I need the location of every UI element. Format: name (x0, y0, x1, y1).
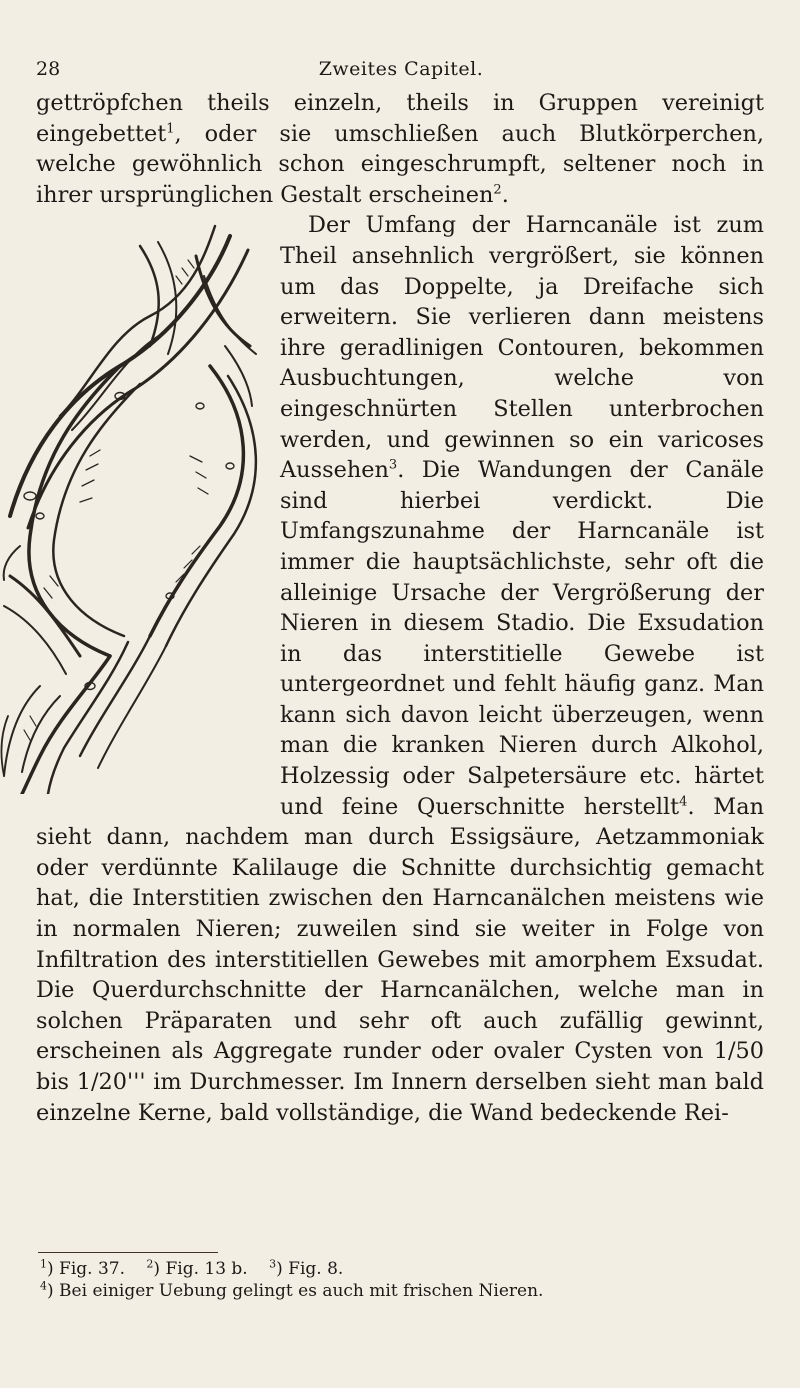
footnote-4-text: Bei einiger Uebung gelingt es auch mit frischen Nieren. (59, 1281, 544, 1301)
footnote-3-num: 3 (269, 1257, 277, 1271)
footnote-ref-2: 2 (493, 182, 502, 198)
footnote-1-text: Fig. 37. (59, 1259, 126, 1279)
page-number: 28 (36, 58, 61, 80)
paragraph-2 (36, 210, 764, 1128)
page-header (36, 58, 766, 84)
footnote-3: $^3$) Fig. 8. (269, 1257, 344, 1279)
footnote-line-1 (40, 1258, 760, 1280)
paragraph-1 (36, 88, 764, 210)
footnote-2-text: Fig. 13 b. (165, 1259, 248, 1279)
footnote-2-num: 2 (146, 1257, 154, 1271)
footnote-1-num: 1 (40, 1257, 47, 1271)
footnote-3-text: Fig. 8. (288, 1259, 344, 1279)
footnote-ref-1: 1 (166, 121, 175, 137)
paragraph-1-tail: , oder sie umschließen auch Blutkörperchen, welche gewöhnlich schon eingeschrumpft, seltener noch in ihrer ursprünglichen Gestalt erscheinen (36, 120, 764, 208)
footnote-4-num: 4 (40, 1279, 47, 1293)
footnote-4: $^4$) Bei einiger Uebung gelingt es auch mit frischen Nieren. (40, 1279, 544, 1301)
footnote-2: $^2$) Fig. 13 b. (146, 1257, 248, 1279)
paragraph-1-end: . (501, 181, 509, 208)
paragraph-1-text: gettröpfchen theils einzeln, theils in Gruppen vereinigt eingebettet (36, 90, 764, 147)
body-text (36, 88, 764, 1128)
footnote-ref-4: 4 (679, 794, 688, 810)
footnote-ref-3: 3 (388, 457, 398, 473)
paragraph-2-end: . Man sieht dann, nachdem man durch Essigsäure, Aetzammoniak oder verdünnte Kalilauge die Schnitte durchsichtig gemacht hat, die Interstitien zwischen den Harncanälchen meistens wie in normalen Nieren; zuweilen sind sie weiter in Folge von Infiltration des interstitiellen Gewebes mit amorphem Exsudat. Die Querdurchschnitte der Harncanälchen, welche man in solchen Präparaten und sehr oft auch zufällig gewinnt, erscheinen als Aggregate runder oder ovaler Cysten von 1/50 bis 1/20''' im Durchmesser. Im Innern derselben sieht man bald einzelne Kerne, bald vollständige, die Wand bedeckende Rei- (36, 793, 764, 1126)
paragraph-2-text: Der Umfang der Harncanäle ist zum Theil ansehnlich vergrößert, sie können um das Doppelte, ja Dreifache sich erweitern. Sie verlieren dann meistens ihre geradlinigen Contouren, bekommen Ausbuchtungen, welche von eingeschnürten Stellen unterbrochen werden, und gewinnen so ein varicoses Aussehen (280, 212, 764, 484)
footnote-line-2 (40, 1280, 760, 1302)
footnotes (40, 1258, 760, 1302)
running-title: Zweites Capitel. (318, 58, 484, 80)
figure-float (0, 216, 268, 794)
tubule-illustration (0, 216, 268, 794)
footnote-1: $^1$) Fig. 37. (40, 1257, 126, 1279)
footnote-rule (38, 1252, 218, 1253)
paragraph-2-tail: . Die Wandungen der Canäle sind hierbei verdickt. Die Umfangszunahme der Harncanäle ist immer die hauptsächlichste, sehr oft die alleinige Ursache der Vergrößerung der Nieren in diesem Stadio. Die Exsudation in das interstitielle Gewebe ist untergeordnet und fehlt häufig ganz. Man kann sich davon leicht überzeugen, wenn man die kranken Nieren durch Alkohol, Holzessig oder Salpetersäure etc. härtet und feine Querschnitte herstellt (280, 457, 764, 820)
